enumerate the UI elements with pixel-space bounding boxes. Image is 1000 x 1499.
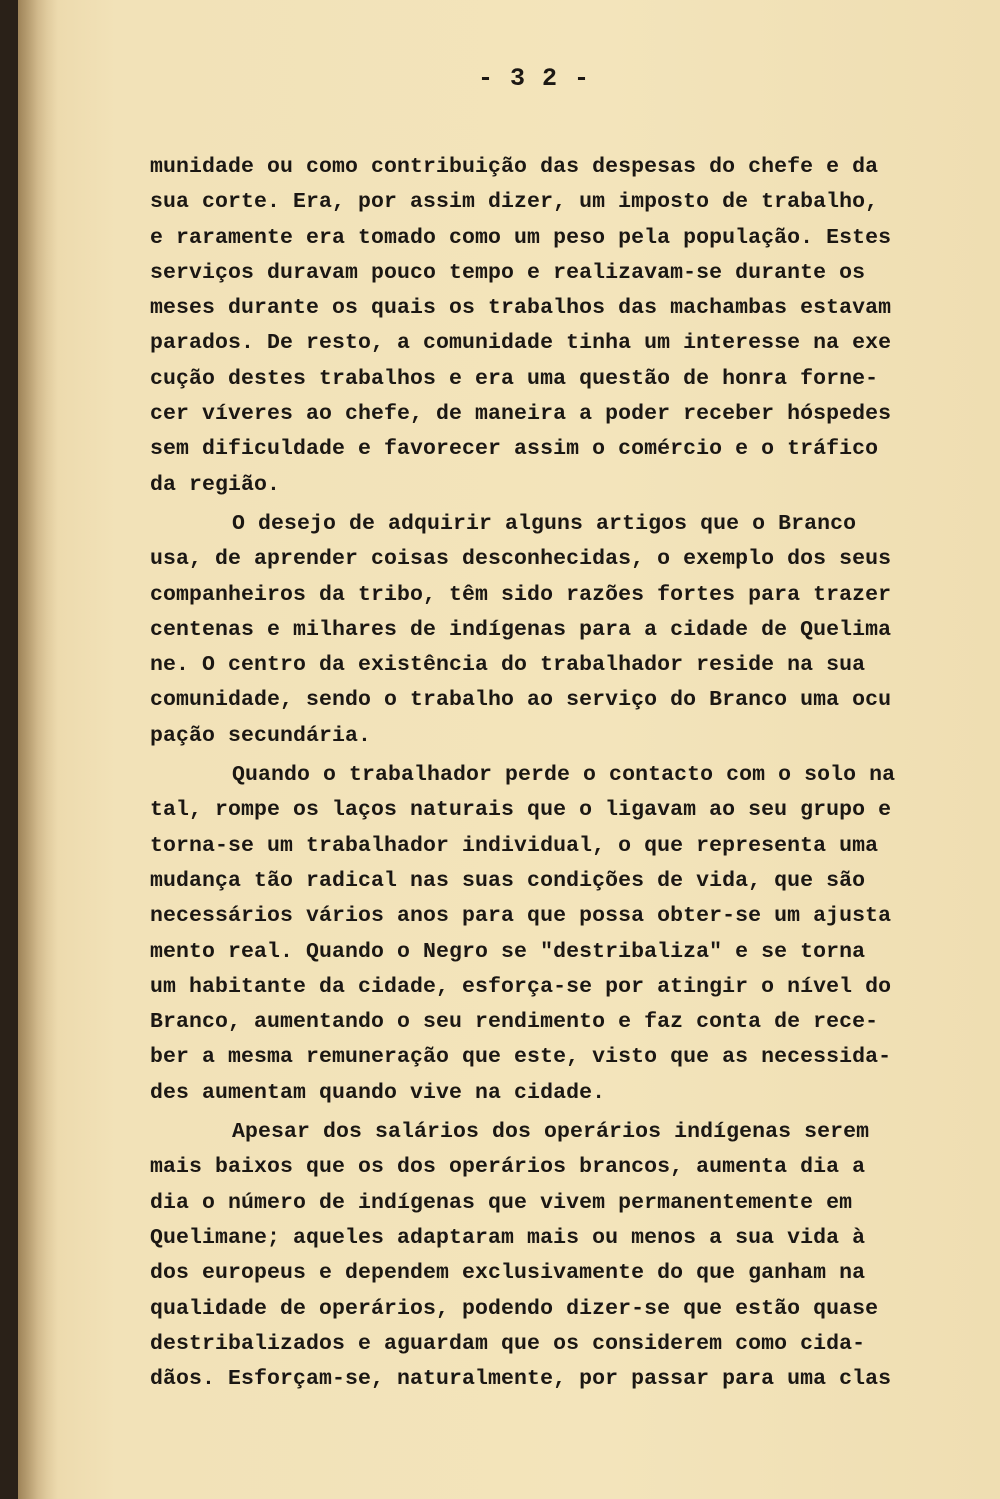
- text-line: meses durante os quais os trabalhos das machambas estavam: [150, 296, 892, 321]
- text-line: Quando o trabalhador perde o contacto com o solo na: [232, 763, 896, 788]
- text-line: torna-se um trabalhador individual, o que representa uma: [150, 833, 879, 858]
- text-line: mais baixos que os dos operários brancos, aumenta dia a: [150, 1155, 866, 1180]
- text-line: pação secundária.: [150, 723, 372, 748]
- text-line: centenas e milhares de indígenas para a cidade de Quelima: [150, 617, 892, 642]
- text-line: comunidade, sendo o trabalho ao serviço do Branco uma ocu: [150, 688, 892, 713]
- paragraph: [150, 150, 970, 503]
- text-line: e raramente era tomado como um peso pela população. Estes: [150, 225, 892, 250]
- text-line: companheiros da tribo, têm sido razões fortes para trazer: [150, 582, 892, 607]
- body-text: [150, 150, 970, 1397]
- text-line: dia o número de indígenas que vivem permanentemente em: [150, 1190, 853, 1215]
- text-line: serviços duravam pouco tempo e realizavam-se durante os: [150, 260, 866, 285]
- text-line: parados. De resto, a comunidade tinha um interesse na exe: [150, 331, 892, 356]
- text-line: mudança tão radical nas suas condições de vida, que são: [150, 868, 866, 893]
- text-line: sua corte. Era, por assim dizer, um imposto de trabalho,: [150, 190, 879, 215]
- text-line: Branco, aumentando o seu rendimento e faz conta de rece-: [150, 1010, 879, 1035]
- page-number: - 3 2 -: [478, 64, 591, 93]
- text-line: cer víveres ao chefe, de maneira a poder receber hóspedes: [150, 402, 892, 427]
- text-line: dãos. Esforçam-se, naturalmente, por passar para uma clas: [150, 1367, 892, 1392]
- paragraph: [150, 507, 970, 754]
- text-line: um habitante da cidade, esforça-se por atingir o nível do: [150, 974, 892, 999]
- text-line: necessários vários anos para que possa obter-se um ajusta: [150, 904, 892, 929]
- text-line: da região.: [150, 472, 281, 497]
- text-line: tal, rompe os laços naturais que o ligavam ao seu grupo e: [150, 798, 892, 823]
- text-line: ne. O centro da existência do trabalhador reside na sua: [150, 653, 866, 678]
- binding-shadow: [18, 0, 58, 1499]
- text-line: O desejo de adquirir alguns artigos que o Branco: [232, 511, 857, 536]
- text-line: des aumentam quando vive na cidade.: [150, 1080, 606, 1105]
- text-line: usa, de aprender coisas desconhecidas, o exemplo dos seus: [150, 547, 892, 572]
- text-line: qualidade de operários, podendo dizer-se que estão quase: [150, 1296, 879, 1321]
- text-line: ber a mesma remuneração que este, visto que as necessida-: [150, 1045, 892, 1070]
- text-line: sem dificuldade e favorecer assim o comércio e o tráfico: [150, 437, 879, 462]
- text-line: cução destes trabalhos e era uma questão de honra forne-: [150, 366, 879, 391]
- paragraph: [150, 1115, 970, 1397]
- document-page: [18, 0, 1000, 1499]
- text-line: mento real. Quando o Negro se "destribaliza" e se torna: [150, 939, 866, 964]
- text-line: Quelimane; aqueles adaptaram mais ou menos a sua vida à: [150, 1225, 866, 1250]
- text-line: munidade ou como contribuição das despesas do chefe e da: [150, 155, 879, 179]
- text-line: destribalizados e aguardam que os considerem como cida-: [150, 1331, 866, 1356]
- text-line: Apesar dos salários dos operários indígenas serem: [232, 1120, 870, 1145]
- paragraph: [150, 758, 970, 1111]
- text-line: dos europeus e dependem exclusivamente do que ganham na: [150, 1261, 866, 1286]
